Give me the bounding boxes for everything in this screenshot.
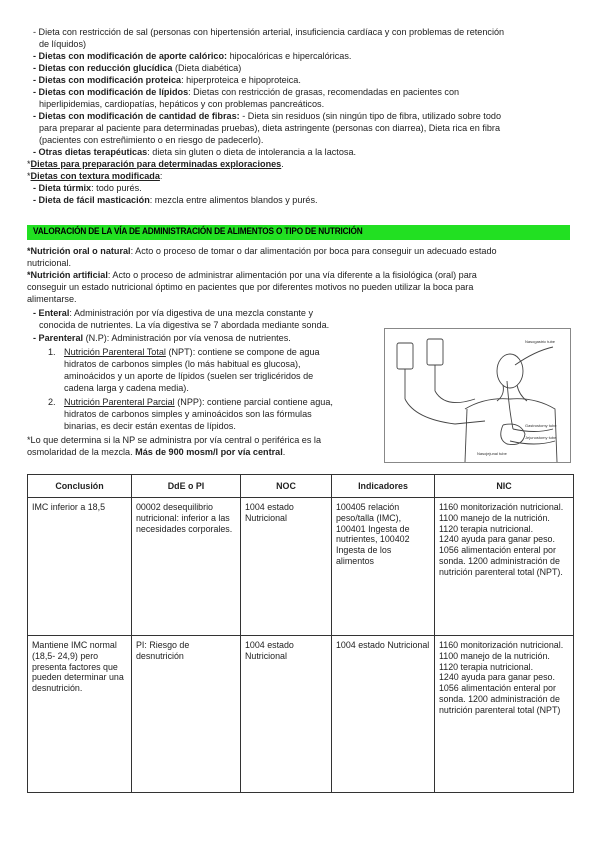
- feeding-tubes-illustration: [384, 328, 571, 463]
- list-item-turmix: - Dieta túrmix: todo purés.: [33, 183, 142, 193]
- enteral-item-cont: conocida de nutrientes. La vía digestiva se 7 abordada mediante sonda.: [39, 320, 330, 330]
- cell-indicadores: 100405 relación peso/talla (IMC), 100401 Ingesta de nutrientes, 100402 Ingesta de los alimentos: [332, 498, 435, 636]
- list-item-glucidic: - Dietas con reducción glucídica (Dieta diabética): [33, 63, 242, 73]
- cell-conclusion: IMC inferior a 18,5: [28, 498, 132, 636]
- npt-item-cont3: cadena larga y cadena media).: [64, 383, 189, 393]
- heading-exploraciones: *Dietas para preparación para determinadas exploraciones.: [27, 159, 284, 169]
- section-banner: VALORACIÓN DE LA VÍA DE ADMINISTRACIÓN DE ALIMENTOS O TIPO DE NUTRICIÓN: [27, 225, 570, 240]
- cell-dde: PI: Riesgo de desnutrición: [132, 636, 241, 793]
- npp-item: Nutrición Parenteral Parcial (NPP): contiene parcial contiene agua,: [64, 397, 333, 407]
- npt-number: 1.: [48, 347, 56, 357]
- list-item-other: - Otras dietas terapéuticas: dieta sin gluten o dieta de intolerancia a la lactosa.: [33, 147, 357, 157]
- list-item-fiber: - Dietas con modificación de cantidad de fibras: - Dieta sin residuos (sin ningún tipo de fibra, utilizado sobre todo: [33, 111, 502, 121]
- npt-item-cont2: aminoácidos y un aporte de lípidos (suelen ser triglicéridos de: [64, 371, 314, 381]
- cell-dde: 00002 desequilibrio nutricional: inferior a las necesidades corporales.: [132, 498, 241, 636]
- npp-item-cont: hidratos de carbonos simples y aminoácidos son las fórmulas: [64, 409, 312, 419]
- list-item-fiber-cont: para preparar al paciente para determinadas pruebas), dieta astringente (personas con diarrea), Dieta rica en fibra: [39, 123, 501, 133]
- nutricion-artificial-cont2: alimentarse.: [27, 294, 77, 304]
- label-nasogastric: Nasogastric tube: [525, 339, 556, 344]
- nutricion-oral: *Nutrición oral o natural: Acto o proceso de tomar o dar alimentación por boca para conseguir un adecuado estado: [27, 246, 497, 256]
- feeding-tubes-drawing: [385, 329, 570, 462]
- table-row: [28, 636, 574, 793]
- list-item-caloric: - Dietas con modificación de aporte calórico: hipocalóricas e hipercalóricas.: [33, 51, 352, 61]
- cell-noc: 1004 estado Nutricional: [241, 498, 332, 636]
- npt-item: Nutrición Parenteral Total (NPT): contiene se compone de agua: [64, 347, 320, 357]
- cell-conclusion: Mantiene IMC normal (18,5- 24,9) pero presenta factores que pueden determinar una desnutrición.: [28, 636, 132, 793]
- cell-indicadores: 1004 estado Nutricional: [332, 636, 435, 793]
- header-noc: NOC: [241, 475, 332, 498]
- header-conclusion: Conclusión: [28, 475, 132, 498]
- npp-item-cont2: binarias, es decir están exentas de lípidos.: [64, 421, 236, 431]
- list-item-salt: - Dieta con restricción de sal (personas con hipertensión arterial, insuficiencia cardíaca y con problemas de retención: [33, 27, 505, 37]
- list-item-masticacion: - Dieta de fácil masticación: mezcla entre alimentos blandos y purés.: [33, 195, 318, 205]
- care-plan-table: [27, 474, 574, 793]
- list-item-lipids: - Dietas con modificación de lípidos: Dietas con restricción de grasas, recomendadas en pacientes con: [33, 87, 460, 97]
- label-gastrostomy: Gastrostomy tube: [525, 423, 557, 428]
- label-jejunostomy: Jejunostomy tube: [525, 435, 557, 440]
- np-note-cont: osmolaridad de la mezcla. Más de 900 mosm/l por vía central.: [27, 447, 286, 457]
- list-item-salt-cont: de líquidos): [39, 39, 87, 49]
- enteral-item: - Enteral: Administración por vía digestiva de una mezcla constante y: [33, 308, 314, 318]
- list-item-lipids-cont: hiperlipidemias, cardiopatías, hepáticos y con problemas pancreáticos.: [39, 99, 325, 109]
- label-nasojejunal: Nasojejunal tube: [477, 451, 507, 456]
- table-row: [28, 498, 574, 636]
- header-indicadores: Indicadores: [332, 475, 435, 498]
- npt-item-cont: hidratos de carbonos simples (lo más habitual es glucosa),: [64, 359, 301, 369]
- header-dde: DdE o PI: [132, 475, 241, 498]
- cell-nic: 1160 monitorización nutricional. 1100 manejo de la nutrición. 1120 terapia nutricional. 1240 ayuda para ganar peso. 1056 alimentación enteral por sonda. 1200 administración de nutrición parenteral total (NPT).: [435, 498, 574, 636]
- nutricion-artificial-cont: conseguir un estado nutricional óptimo en pacientes que por diferentes motivos no pueden utilizar la boca para: [27, 282, 474, 292]
- table-header-row: [28, 475, 574, 498]
- npp-number: 2.: [48, 397, 56, 407]
- cell-nic: 1160 monitorización nutricional. 1100 manejo de la nutrición. 1120 terapia nutricional. 1240 ayuda para ganar peso. 1056 alimentación enteral por sonda. 1200 administración de nutrición parenteral total (NPT): [435, 636, 574, 793]
- np-note: *Lo que determina si la NP se administra por vía central o periférica es la: [27, 435, 322, 445]
- nutricion-artificial: *Nutrición artificial: Acto o proceso de administrar alimentación por una vía diferente a la fisiológica (oral) para: [27, 270, 477, 280]
- nutricion-oral-cont: nutricional.: [27, 258, 71, 268]
- header-nic: NIC: [435, 475, 574, 498]
- list-item-proteic: - Dietas con modificación proteica: hiperproteica e hipoproteica.: [33, 75, 301, 85]
- parenteral-item: - Parenteral (N.P): Administración por vía venosa de nutrientes.: [33, 333, 291, 343]
- cell-noc: 1004 estado Nutricional: [241, 636, 332, 793]
- heading-textura: *Dietas con textura modificada:: [27, 171, 163, 181]
- list-item-fiber-cont2: (pacientes con estreñimiento o en riesgo de padecerlo).: [39, 135, 264, 145]
